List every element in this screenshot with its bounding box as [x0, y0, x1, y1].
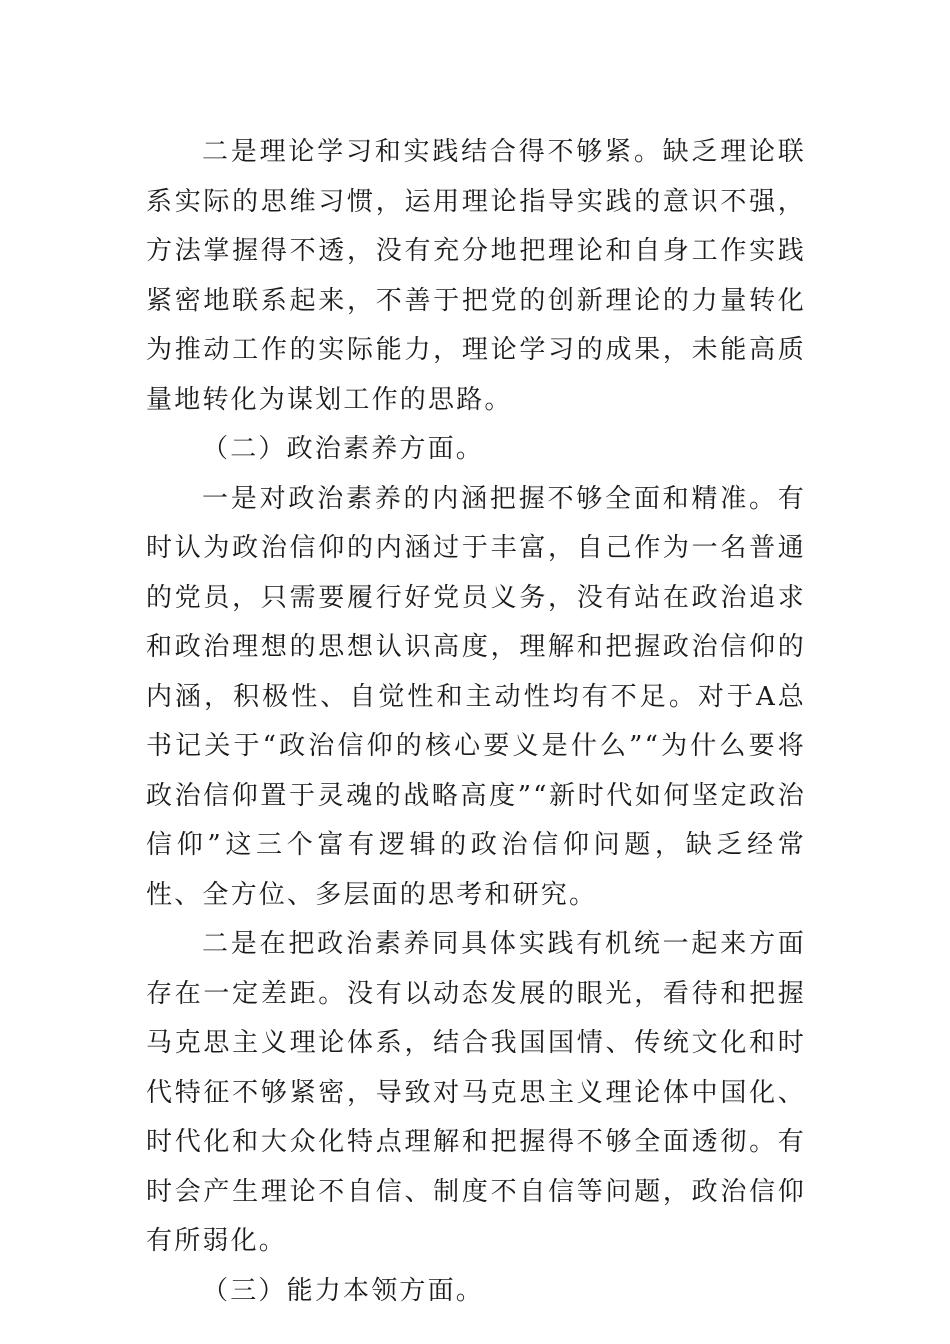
section-heading-ability: （三）能力本领方面。 — [202, 1275, 485, 1306]
paragraph-theory-practice: 二是理论学习和实践结合得不够紧。缺乏理论联系实际的思维习惯，运用理论指导实践的意识不强，方法掌握得不透，没有充分地把理论和自身工作实践紧密地联系起来，不善于把党的创新理论的力量转化为推动工作的实际能力，理论学习的成果，未能高质量地转化为谋划工作的思路。 — [146, 137, 806, 415]
paragraph-political-practice: 二是在把政治素养同具体实践有机统一起来方面存在一定差距。没有以动态发展的眼光，看待和把握马克思主义理论体系，结合我国国情、传统文化和时代特征不够紧密，导致对马克思主义理论体中国化、时代化和大众化特点理解和把握得不够全面透彻。有时会产生理论不自信、制度不自信等问题，政治信仰有所弱化。 — [146, 929, 806, 1256]
document-body — [146, 128, 806, 1316]
section-heading-political-literacy: （二）政治素养方面。 — [202, 434, 485, 464]
paragraph-political-connotation: 一是对政治素养的内涵把握不够全面和精准。有时认为政治信仰的内涵过于丰富，自己作为一名普通的党员，只需要履行好党员义务，没有站在政治追求和政治理想的思想认识高度，理解和把握政治信仰的内涵，积极性、自觉性和主动性均有不足。对于A总书记关于“政治信仰的核心要义是什么”“为什么要将政治信仰置于灵魂的战略高度”“新时代如何坚定政治信仰”这三个富有逻辑的政治信仰问题，缺乏经常性、全方位、多层面的思考和研究。 — [146, 483, 806, 910]
